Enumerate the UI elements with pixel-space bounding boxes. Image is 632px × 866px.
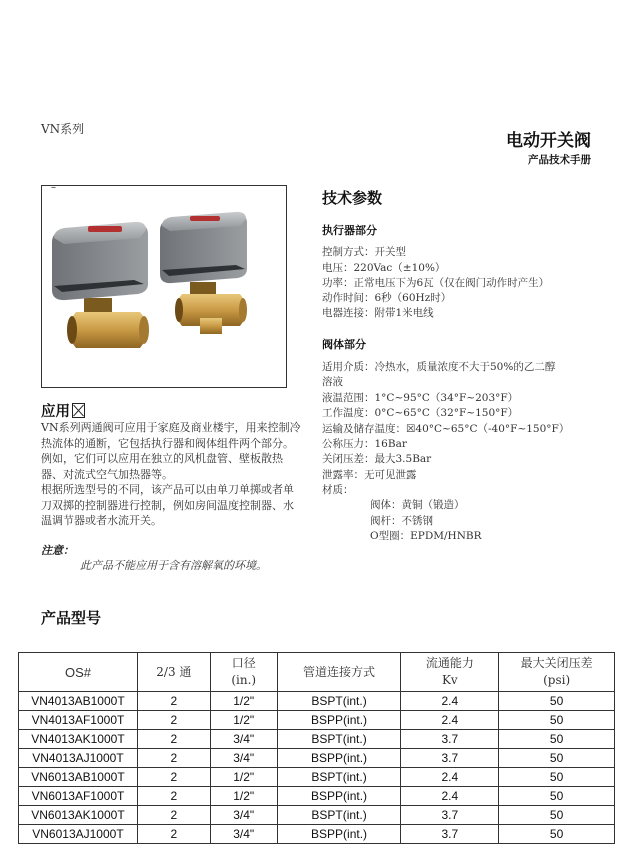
valve-spec-line: 关闭压差：最大3.5Bar [322, 453, 432, 465]
material-line: 阀杆：不锈钢 [370, 515, 433, 527]
table-row [19, 825, 615, 844]
column-header: 最大关闭压差 (psi) [499, 653, 615, 692]
models-table [18, 652, 615, 844]
actuator-spec-line: 电压：220Vac（±10%） [322, 262, 446, 274]
valve-spec-line: 泄露率：无可见泄露 [322, 469, 417, 481]
column-header: OS# [19, 653, 138, 692]
checkbox-mark-icon [72, 403, 85, 418]
table-cell: VN6013AK1000T [19, 806, 138, 825]
valve-spec-line: 液温范围：1°C~95°C（34°F~203°F） [322, 392, 519, 404]
note-text: 此产品不能应用于含有溶解氧的环境。 [80, 559, 267, 572]
series-label: VN系列 [41, 122, 85, 136]
table-cell: 2 [137, 768, 210, 787]
table-cell: 2 [137, 711, 210, 730]
column-header: 口径 (in.) [210, 653, 277, 692]
valve-spec-line: 溶液 [322, 376, 343, 388]
table-cell: 3.7 [401, 730, 499, 749]
table-row [19, 692, 615, 711]
material-line: O型圈：EPDM/HNBR [370, 530, 482, 542]
table-cell: BSPP(int.) [277, 749, 401, 768]
table-cell: 3/4" [210, 806, 277, 825]
actuator-spec-line: 动作时间：6秒（60Hz时） [322, 292, 452, 304]
specs-title: 技术参数 [322, 189, 383, 207]
table-cell: 2 [137, 825, 210, 844]
table-cell: 3.7 [401, 825, 499, 844]
table-cell: VN6013AF1000T [19, 787, 138, 806]
table-cell: BSPT(int.) [277, 730, 401, 749]
valve-heading: 阀体部分 [322, 338, 366, 351]
table-cell: 1/2" [210, 768, 277, 787]
table-header-row [19, 653, 615, 692]
table-cell: 3.7 [401, 806, 499, 825]
table-cell: 50 [499, 749, 615, 768]
table-cell: 50 [499, 806, 615, 825]
table-cell: VN4013AF1000T [19, 711, 138, 730]
table-cell: 50 [499, 825, 615, 844]
table-cell: 1/2" [210, 692, 277, 711]
table-cell: BSPP(int.) [277, 825, 401, 844]
valve-spec-line: 适用介质：冷热水，质量浓度不大于50%的乙二醇 [322, 361, 556, 373]
left-valve-icon [52, 222, 149, 348]
material-line: 阀体：黄铜（锻造） [370, 499, 465, 511]
application-paragraph: 根据所选型号的不同，该产品可以由单刀单掷或者单刀双掷的控制器进行控制，例如房间温度控制器、水温调节器或者水流开关。 [41, 483, 294, 527]
table-cell: VN4013AB1000T [19, 692, 138, 711]
column-header: 流通能力 Kv [401, 653, 499, 692]
column-header: 管道连接方式 [277, 653, 401, 692]
document-title: 电动开关阀 [506, 131, 591, 151]
table-cell: 50 [499, 692, 615, 711]
table-cell: VN4013AJ1000T [19, 749, 138, 768]
table-row [19, 768, 615, 787]
application-title-text: 应用 [41, 404, 70, 420]
table-cell: 1/2" [210, 711, 277, 730]
table-cell: 2.4 [401, 768, 499, 787]
frame-mark: – [51, 182, 56, 193]
table-row [19, 711, 615, 730]
table-cell: 50 [499, 787, 615, 806]
table-cell: BSPT(int.) [277, 692, 401, 711]
table-cell: 2.4 [401, 787, 499, 806]
table-row [19, 806, 615, 825]
table-cell: VN6013AJ1000T [19, 825, 138, 844]
table-cell: 2 [137, 787, 210, 806]
table-cell: 3/4" [210, 749, 277, 768]
note-label: 注意： [41, 544, 74, 557]
table-cell: 3/4" [210, 825, 277, 844]
table-cell: 2 [137, 692, 210, 711]
table-cell: 2 [137, 749, 210, 768]
table-cell: VN6013AB1000T [19, 768, 138, 787]
table-row [19, 730, 615, 749]
application-text [41, 420, 303, 529]
right-valve-icon [160, 212, 247, 334]
document-subtitle: 产品技术手册 [528, 154, 591, 166]
table-cell: 50 [499, 711, 615, 730]
table-cell: BSPP(int.) [277, 711, 401, 730]
valve-spec-line: 公称压力：16Bar [322, 438, 407, 450]
actuator-heading: 执行器部分 [322, 224, 377, 237]
table-cell: 50 [499, 730, 615, 749]
models-title: 产品型号 [41, 609, 102, 627]
table-row [19, 749, 615, 768]
column-header: 2/3 通 [137, 653, 210, 692]
application-title [41, 400, 85, 421]
actuator-spec-line: 功率：正常电压下为6瓦（仅在阀门动作时产生） [322, 277, 550, 289]
application-paragraph: VN系列两通阀可应用于家庭及商业楼宇，用来控制冷热流体的通断，它包括执行器和阀体组件两个部分。例如，它们可以应用在独立的风机盘管、壁板散热器、对流式空气加热器等。 [41, 421, 301, 481]
valve-spec-line: 材质： [322, 484, 354, 496]
table-cell: 1/2" [210, 787, 277, 806]
table-cell: BSPT(int.) [277, 806, 401, 825]
table-cell: 2.4 [401, 711, 499, 730]
actuator-spec-line: 控制方式：开关型 [322, 246, 406, 258]
valve-spec-line: 工作温度：0°C~65°C（32°F~150°F） [322, 407, 519, 419]
valve-actuator-photo-icon [42, 186, 286, 387]
table-cell: 2 [137, 806, 210, 825]
table-row [19, 787, 615, 806]
table-cell: 2 [137, 730, 210, 749]
valve-spec-line: 运输及储存温度：☒40°C~65°C（-40°F~150°F） [322, 423, 570, 435]
product-photo-frame [41, 182, 287, 388]
table-cell: VN4013AK1000T [19, 730, 138, 749]
actuator-spec-line: 电器连接：附带1米电线 [322, 307, 434, 319]
table-cell: 3/4" [210, 730, 277, 749]
table-cell: BSPT(int.) [277, 768, 401, 787]
table-cell: 3.7 [401, 749, 499, 768]
table-cell: BSPP(int.) [277, 787, 401, 806]
table-cell: 50 [499, 768, 615, 787]
table-cell: 2.4 [401, 692, 499, 711]
